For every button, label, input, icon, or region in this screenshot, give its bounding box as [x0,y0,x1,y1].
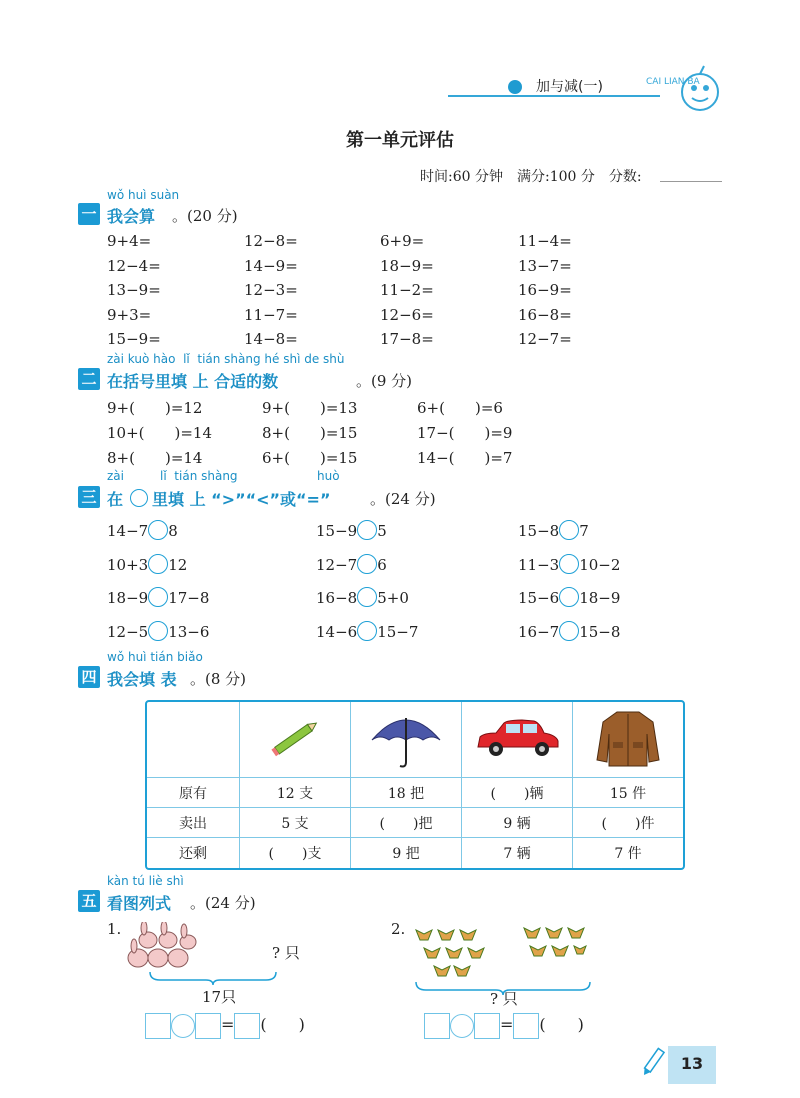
unit-blank[interactable]: ( ) [260,1015,305,1034]
table-cell: 9 辆 [462,808,573,838]
s2-title: 在括号里填 上 合适的数 [107,372,279,391]
s2-problem[interactable]: 17−( )=9 [417,424,513,442]
answer-box[interactable] [513,1013,539,1039]
table-row [147,838,683,868]
s3-comparison [518,520,589,540]
circle-placeholder-icon [130,489,148,507]
s2-problem[interactable]: 9+( )=12 [107,399,203,417]
s1-problem[interactable]: 11−7= [244,305,298,324]
score-blank[interactable] [660,181,722,182]
s1-problem[interactable]: 12−7= [518,330,572,348]
s5-pinyin: kàn tú liè shì [107,874,184,888]
equals-sign: = [221,1015,235,1034]
table-cell: 7 辆 [462,838,573,868]
s3-right-expr: 6 [377,555,387,574]
table-cell: 5 支 [240,808,351,838]
page-number: 13 [680,1054,704,1073]
car-cell [462,702,573,778]
s3-comparison [107,520,178,540]
s3-pinyin-b: lǐ tián shàng [160,469,238,483]
s5-points: 。(24 分) [190,894,256,912]
comparison-circle[interactable] [148,621,168,641]
s3-left-expr: 18−9 [107,589,149,607]
comparison-circle[interactable] [559,520,579,540]
s2-problem[interactable]: 6+( )=15 [262,449,358,467]
row-label: 卖出 [147,808,240,838]
s1-problem[interactable]: 12−4= [107,256,161,275]
unit-blank[interactable]: ( ) [539,1015,584,1034]
header-dot-icon [508,80,522,94]
s3-right-expr: 10−2 [579,555,621,574]
comparison-circle[interactable] [357,587,377,607]
unit-title: 加与减(一) [536,79,603,95]
answer-box[interactable] [474,1013,500,1039]
answer-box[interactable] [145,1013,171,1039]
p1-label: 1. [107,920,122,938]
answer-box[interactable] [195,1013,221,1039]
comparison-circle[interactable] [357,554,377,574]
p1-equation [145,1012,305,1039]
s2-problem[interactable]: 14−( )=7 [417,449,513,467]
s3-left-expr: 16−8 [316,589,358,607]
table-cell-blank[interactable]: ( )件 [573,808,683,838]
table-row [147,778,683,808]
p2-unknown: ? 只 [490,990,518,1008]
s3-title-b: 里填 上 “>”“<”或“=” [152,490,331,509]
s3-points: 。(24 分) [370,490,436,508]
s3-left-expr: 16−7 [518,622,560,641]
s2-points: 。(9 分) [356,372,413,390]
s3-comparison [518,621,620,641]
s3-left-expr: 15−6 [518,589,560,607]
pencil-footer-icon [640,1046,666,1080]
table-cell-blank[interactable]: ( )支 [240,838,351,868]
p1-brace [148,970,278,986]
s1-problem[interactable]: 12−8= [244,232,298,250]
comparison-circle[interactable] [148,554,168,574]
s3-comparison [316,621,418,641]
s2-number-badge: 二 [78,368,100,390]
s3-comparison [316,554,387,574]
s1-pinyin: wǒ huì suàn [107,188,180,202]
table-cell-blank[interactable]: ( )把 [351,808,462,838]
pencil-cell [240,702,351,778]
s1-problem[interactable]: 12−3= [244,281,298,299]
table-cell: 18 把 [351,778,462,808]
comparison-circle[interactable] [559,621,579,641]
table-cell: 12 支 [240,778,351,808]
p2-equation [424,1012,584,1039]
comparison-circle[interactable] [559,587,579,607]
birds-group-icon [408,920,588,984]
s3-comparison [316,520,387,540]
s3-right-expr: 13−6 [168,622,210,641]
s3-left-expr: 12−7 [316,555,358,574]
s1-problem[interactable]: 9+3= [107,305,152,324]
s3-right-expr: 15−7 [377,622,419,641]
s1-problem[interactable]: 16−8= [518,305,572,324]
s1-problem[interactable]: 9+4= [107,232,152,250]
s3-right-expr: 7 [579,522,589,540]
table-cell: 7 件 [614,846,642,862]
comparison-circle[interactable] [357,621,377,641]
s3-left-expr: 11−3 [518,555,560,574]
s3-right-expr: 5+0 [377,589,409,607]
s3-right-expr: 18−9 [579,589,621,607]
s1-problem[interactable]: 18−9= [380,256,434,275]
s1-problem[interactable]: 13−9= [107,281,161,299]
s3-right-expr: 5 [377,522,387,540]
s3-right-expr: 8 [168,522,178,540]
table-cell: 15 件 [573,778,683,808]
s1-problem[interactable]: 11−2= [380,281,434,299]
car-icon [472,713,562,763]
s4-title: 我会填 表 [107,670,177,689]
s1-problem[interactable]: 17−8= [380,330,434,348]
s3-comparison [518,554,620,574]
row-label: 还剩 [147,838,240,868]
p2-label: 2. [391,920,406,938]
s3-pinyin-c: huò [317,469,340,483]
s1-problem[interactable]: 13−7= [518,256,572,275]
s5-title: 看图列式 [107,894,172,913]
s3-left-expr: 14−7 [107,522,149,540]
comparison-circle[interactable] [148,587,168,607]
s2-pinyin: zài kuò hào lǐ tián shàng hé shì de shù [107,352,345,366]
table-row [147,808,683,838]
sales-table [145,700,685,870]
s1-title: 我会算 [107,207,156,226]
s3-left-expr: 14−6 [316,622,358,641]
s2-problem[interactable]: 9+( )=13 [262,399,358,417]
s4-pinyin: wǒ huì tián biǎo [107,650,203,664]
s1-problem[interactable]: 14−9= [244,256,298,275]
table-cell: 9 把 [351,838,462,868]
s1-problem[interactable]: 16−9= [518,281,572,299]
s2-problem[interactable]: 8+( )=15 [262,424,358,442]
s3-comparison [107,587,209,607]
umbrella-icon [366,706,446,770]
answer-box[interactable] [424,1013,450,1039]
s3-right-expr: 17−8 [168,589,210,607]
s3-left-expr: 15−8 [518,522,560,540]
comparison-circle[interactable] [148,520,168,540]
s3-right-expr: 12 [168,555,188,574]
s3-right-expr: 15−8 [579,622,621,641]
s3-comparison [107,621,209,641]
s3-number-badge: 三 [78,486,100,508]
s1-problem[interactable]: 11−4= [518,232,572,250]
logo-text: CAI LIAN BA [646,77,700,87]
s2-problem[interactable]: 6+( )=6 [417,399,503,417]
operator-circle[interactable] [171,1014,195,1038]
s3-left-expr: 10+3 [107,555,149,574]
s2-problem[interactable]: 8+( )=14 [107,449,203,467]
pencil-icon [265,713,325,763]
s2-problem[interactable]: 10+( )=14 [107,424,213,442]
jacket-icon [593,706,663,770]
time-info: 时间:60 分钟 满分:100 分 分数: [420,169,642,185]
s1-problem[interactable]: 14−8= [244,330,298,348]
s4-number-badge: 四 [78,666,100,688]
comparison-circle[interactable] [357,520,377,540]
s3-comparison [518,587,620,607]
table-cell-blank[interactable]: ( )辆 [462,778,573,808]
s1-problem[interactable]: 15−9= [107,330,161,348]
page-title: 第一单元评估 [346,130,454,151]
s1-number-badge: 一 [78,203,100,225]
s5-number-badge: 五 [78,890,100,912]
equals-sign: = [500,1015,514,1034]
s3-left-expr: 12−5 [107,622,149,641]
table-corner [147,702,240,778]
s4-points: 。(8 分) [190,670,247,688]
p1-total: 17只 [202,988,237,1006]
row-label: 原有 [147,778,240,808]
operator-circle[interactable] [450,1014,474,1038]
rabbits-group-icon [122,922,202,972]
p1-unknown: ? 只 [272,944,300,962]
comparison-circle[interactable] [559,554,579,574]
s1-problem[interactable]: 6+9= [380,232,425,250]
s3-pinyin-a: zài [107,469,124,483]
answer-box[interactable] [234,1013,260,1039]
jacket-cell [573,702,683,778]
s1-points: 。(20 分) [172,207,238,225]
s1-problem[interactable]: 12−6= [380,305,434,324]
s3-title-a: 在 [107,490,124,509]
s3-comparison [107,554,187,574]
umbrella-cell [351,702,462,778]
mascot-logo-icon [640,60,730,120]
s3-comparison [316,587,409,607]
s3-left-expr: 15−9 [316,522,358,540]
